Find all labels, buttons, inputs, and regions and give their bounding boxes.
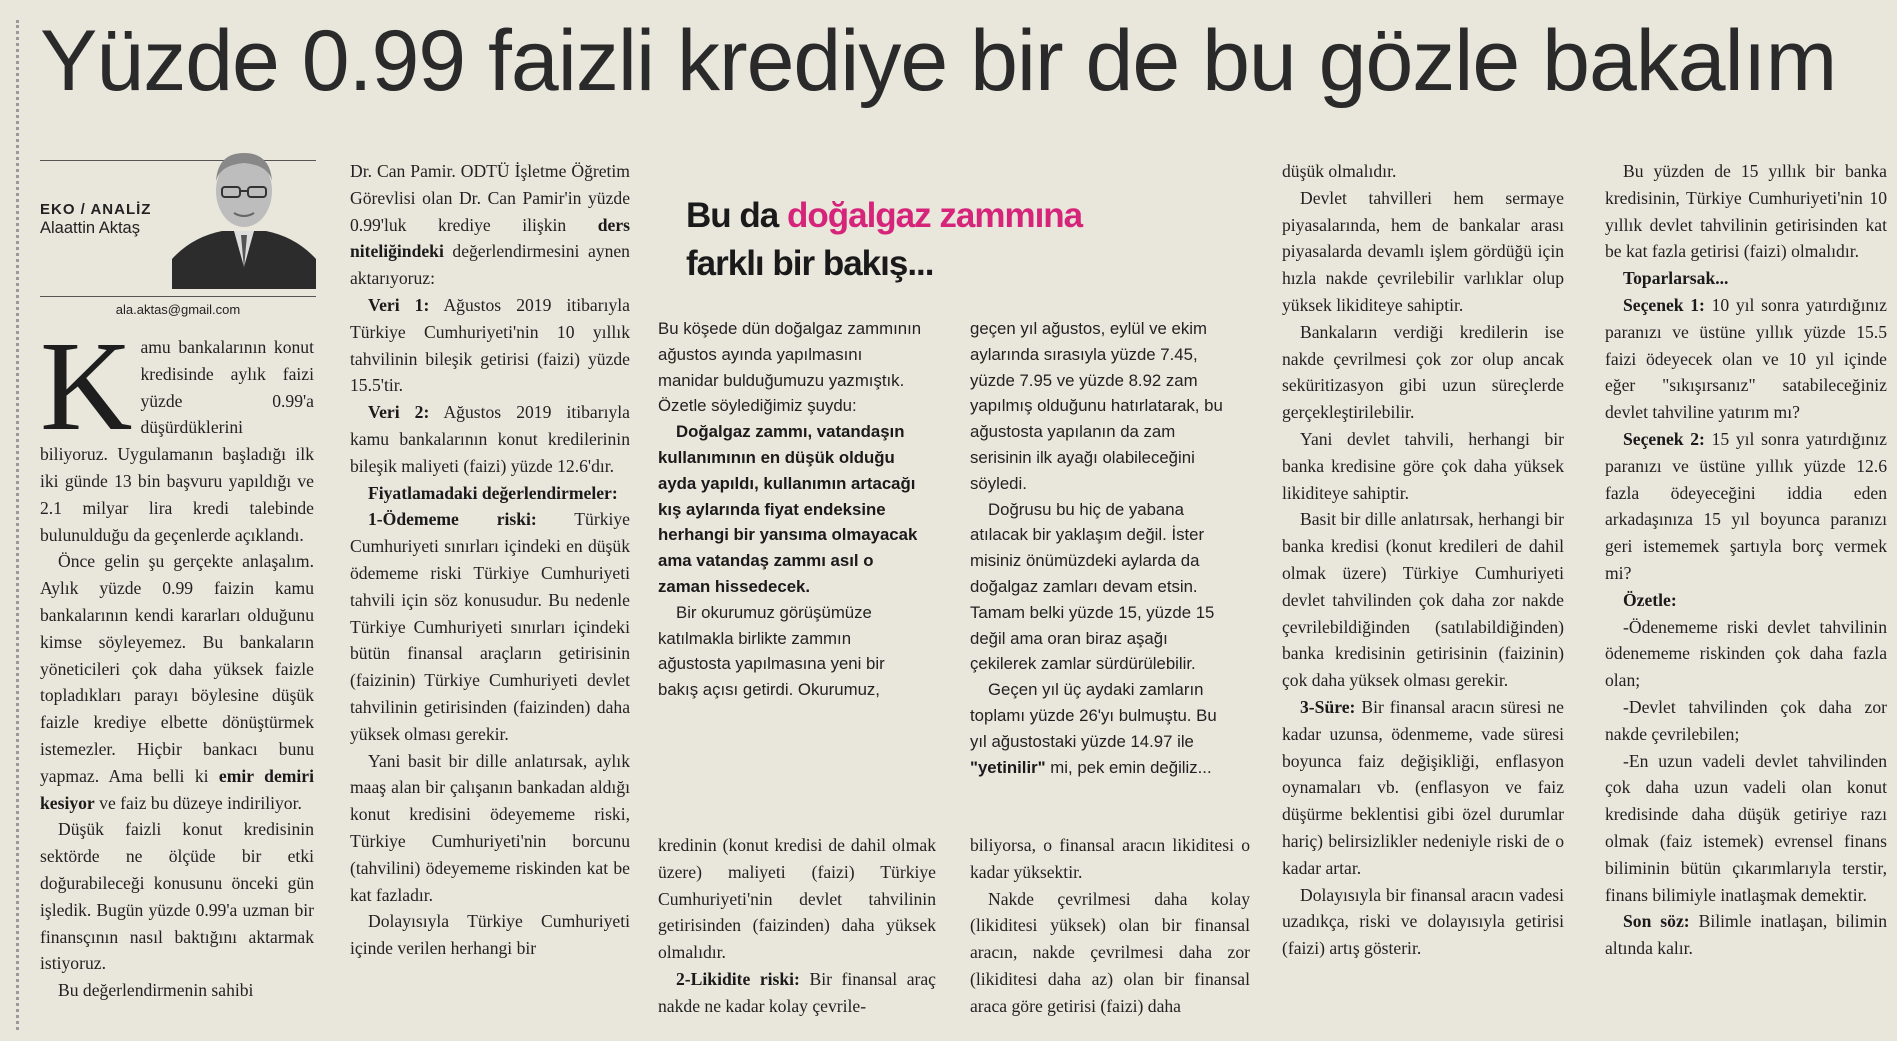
paragraph: Doğrusu bu hiç de yabana atılacak bir yaklaşım değil. İster misiniz önümüzdeki aylarda da doğalgaz zamları devam etsin. Tamam belki yüzde 15, yüzde 15 değil ama oran biraz aşağı çekilerek zamlar sürdürülebilir. bbox=[970, 499, 1215, 674]
paragraph: Ağustos 2019 itibarıyla Türkiye Cumhuriyeti'nin 10 yıllık tahvilinin bileşik getirisi (faizi) yüzde 15.5'tir. bbox=[350, 294, 630, 396]
author-name: Alaattin Aktaş bbox=[40, 219, 140, 237]
emphasis: emir demiri kesiyor bbox=[40, 765, 315, 813]
paragraph: Yani basit bir dille anlatırsak, aylık maaş alan bir çalışanın bankadan aldığı konut kredisini ödeyememe riski, Türkiye Cumhuriyeti'nin borcunu (tahvilini) ödeyememe riskinden kat be kat fazladır. bbox=[350, 750, 630, 905]
paragraph: Dolayısıyla bir finansal aracın vadesi uzadıkça, riski ve dolayısıyla getirisi (faizi) artış gösterir. bbox=[1282, 884, 1564, 959]
emphasis: Doğalgaz zammı, vatandaşın kullanımının en düşük olduğu ayda yapıldı, kullanımın artacağı kış aylarında fiyat endeksine herhangi bir yansıma olmayacak ama vatandaş zammı asıl o zaman hissedecek. bbox=[658, 422, 918, 596]
paragraph: Nakde çevrilmesi daha kolay (likiditesi yüksek) olan bir finansal aracın, nakde çevrilmesi daha zor (likiditesi daha az) olan bir finansal araca göre getirisi (faizi) daha bbox=[970, 888, 1250, 1016]
column-1 bbox=[40, 315, 315, 1004]
subheading: 2-Likidite riski: bbox=[676, 968, 800, 989]
paragraph: Bu köşede dün doğalgaz zammının ağustos ayında yapılmasını manidar bulduğumuzu yazmıştık. Özetle söylediğimiz şuydu: bbox=[658, 319, 922, 416]
paragraph: düşük olmalıdır. bbox=[1282, 161, 1397, 181]
paragraph: Basit bir dille anlatırsak, herhangi bir banka kredisi (konut kredileri de dahil olmak üzere) Türkiye Cumhuriyeti devlet tahvilinden çok daha zor nakde çevrilebildiğinden (satılabildiğinden) banka kredisinin getirisinin (faizinin) çok daha yüksek olması gerekir. bbox=[1282, 509, 1564, 691]
paragraph: Bu yüzden de 15 yıllık bir banka kredisinin, Türkiye Cumhuriyeti'nin 10 yıllık devlet tahvilinin getirisinden kat be kat fazla getirisi (faizi) olmalıdır. bbox=[1605, 161, 1887, 262]
paragraph: Bankaların verdiği kredilerin ise nakde çevrilmesi çok zor olup ancak seküritizasyon gibi uzun süreçlerde gerçekleştirilebilir. bbox=[1282, 321, 1564, 423]
paragraph: değerlendirmesini aynen aktarıyoruz: bbox=[350, 241, 630, 289]
author-block bbox=[40, 160, 316, 317]
data-label: Veri 1: bbox=[368, 294, 430, 315]
column-4-bottom bbox=[970, 832, 1250, 1020]
paragraph: -Ödenememe riski devlet tahvilinin ödenememe riskinden çok daha fazla olan; bbox=[1605, 616, 1887, 691]
box-title bbox=[686, 192, 1156, 288]
subheading: Toparlarsak... bbox=[1623, 268, 1729, 289]
paragraph: Dr. Can Pamir. ODTÜ İşletme Öğretim Görevlisi olan Dr. Can Pamir'in yüzde 0.99'luk krediye ilişkin bbox=[350, 161, 630, 235]
paragraph: geçen yıl ağustos, eylül ve ekim aylarında sırasıyla yüzde 7.45, yüzde 7.95 ve yüzde 8.92 zam yapılmış olduğunu hatırlatarak, bu ağustosta yapılanın da zam serisinin ilk ayağı olabileceğini söyledi. bbox=[970, 319, 1223, 493]
paragraph: Türkiye Cumhuriyeti sınırları içindeki en düşük ödememe riski Türkiye Cumhuriyeti tahvili için söz konusudur. Bu nedenle Türkiye Cumhuriyeti sınırları içindeki bütün finansal araçların getirisinin (faizinin) Türkiye Cumhuriyeti devlet tahvilinin getirisinden (faizinden) daha yüksek olması gerekir. bbox=[350, 509, 630, 744]
paragraph: Yani devlet tahvili, herhangi bir banka kredisine göre çok daha yüksek likiditeye sahiptir. bbox=[1282, 428, 1564, 503]
option-label: Seçenek 1: bbox=[1623, 294, 1705, 315]
paragraph: Bilimle inatlaşan, bilimin altında kalır. bbox=[1605, 911, 1888, 959]
paragraph: 15 yıl sonra yatırdığınız paranızı ve üstüne yıllık yüzde 12.6 fazla ödeyeceğini iddia eden arkadaşınıza 15 yıl boyunca paranızı geri istememek şartıyla borç vermek mi? bbox=[1605, 428, 1887, 583]
box-title-highlight: doğalgaz zammına bbox=[786, 196, 1083, 235]
drop-cap: K bbox=[40, 315, 133, 457]
paragraph: biliyorsa, o finansal aracın likiditesi o kadar yüksektir. bbox=[970, 835, 1250, 882]
paragraph: -Devlet tahvilinden çok daha zor nakde çevrilebilen; bbox=[1605, 696, 1887, 744]
paragraph: -En uzun vadeli devlet tahvilinden çok daha uzun vadeli olan konut kredisinde daha düşük getiriye razı olmak (faiz istemek) evrensel finans biliminin bütün çıkarımlarıyla terstir, finans bilimiyle inatlaşmak demektir. bbox=[1605, 750, 1887, 905]
paragraph: Bir finansal aracın süresi ne kadar uzunsa, ödenmeme, vade süresi boyunca faiz değişikliği, enflasyon oynamaları vb. (enflasyon ve faiz düşürme beklentisi gibi özel durumlar hariç) belirsizlikler nedeniyle riski de o kadar artar. bbox=[1282, 696, 1564, 878]
author-email: ala.aktas@gmail.com bbox=[40, 296, 316, 317]
paragraph: Ağustos 2019 itibarıyla kamu bankalarının konut kredilerinin bileşik maliyeti (faizi) yüzde 12.6'dır. bbox=[350, 402, 630, 476]
paragraph: mi, pek emin değiliz... bbox=[1050, 757, 1212, 777]
box-title-part: Bu da bbox=[686, 196, 779, 235]
emphasis: ders niteliğindeki bbox=[350, 214, 630, 262]
paragraph: kredinin (konut kredisi de dahil olmak üzere) maliyeti (faizi) Türkiye Cumhuriyeti'nin devlet tahvilinin getirisinden (faizinden) daha yüksek olmalıdır. bbox=[658, 835, 936, 963]
paragraph: 10 yıl sonra yatırdığınız paranızı ve üstüne yıllık yüzde 15.5 faizi ödeyecek olan ve 10 yıl içinde eğer "sıkışırsanız" satabileceğiniz devlet tahviline yatırım mı? bbox=[1605, 294, 1887, 423]
paragraph: ve faiz bu düzeye indiriliyor. bbox=[99, 792, 302, 813]
subheading: 3-Süre: bbox=[1300, 696, 1356, 717]
page-edge-dots bbox=[16, 20, 23, 1030]
paragraph: Bir finansal araç nakde ne kadar kolay çevrile- bbox=[658, 968, 936, 1016]
paragraph: Bir okurumuz görüşümüze katılmakla birlikte zammın ağustosta yapılmasına yeni bir bakış açısı getirdi. Okurumuz, bbox=[658, 602, 885, 700]
column-5 bbox=[1282, 158, 1564, 962]
paragraph: Devlet tahvilleri hem sermaye piyasalarında, hem de bankalar arası piyasalarda devamlı işlem gördüğü için hızla nakde çevrilebilir varlıklar olup yüksek likiditeye sahiptir. bbox=[1282, 187, 1564, 315]
option-label: Seçenek 2: bbox=[1623, 428, 1705, 449]
subheading: Son söz: bbox=[1623, 911, 1690, 932]
headline: Yüzde 0.99 faizli krediye bir de bu gözle bakalım bbox=[40, 13, 1837, 109]
section-tag: EKO / ANALİZ bbox=[40, 201, 152, 218]
column-2 bbox=[350, 158, 630, 962]
author-photo bbox=[172, 139, 316, 289]
paragraph: Düşük faizli konut kredisinin sektörde ne ölçüde bir etki doğurabileceği konusunu önceki gün işledik. Bugün yüzde 0.99'a uzman bir finansçının nasıl baktığını aktarmak istiyoruz. bbox=[40, 819, 314, 974]
paragraph: Bu değerlendirmenin sahibi bbox=[58, 980, 254, 1001]
data-label: Veri 2: bbox=[368, 402, 430, 423]
subheading: Özetle: bbox=[1623, 589, 1677, 610]
subheading: 1-Ödememe riski: bbox=[368, 509, 537, 530]
column-6 bbox=[1605, 158, 1887, 962]
column-3-bottom bbox=[658, 832, 936, 1020]
emphasis: "yetinilir" bbox=[970, 757, 1046, 777]
box-column-2 bbox=[970, 316, 1232, 780]
paragraph: Önce gelin şu gerçekte anlaşalım. Aylık yüzde 0.99 faizin kamu bankalarının kendi kararları olduğunu kimse söyleyemez. Bu bankaların yöneticileri çok daha yüksek faizle topladıkları parayı böylesine düşük faizle krediye elbette dönüştürmek istemezler. Hiçbir bankacı bunu yapmaz. Ama belli ki bbox=[40, 551, 314, 786]
subheading: Fiyatlamadaki değerlendirmeler: bbox=[368, 482, 618, 503]
paragraph: Geçen yıl üç aydaki zamların toplamı yüzde 26'yı bulmuştu. Bu yıl ağustostaki yüzde 14.97 ile bbox=[970, 680, 1217, 751]
box-title-part: farklı bir bakış... bbox=[686, 244, 934, 283]
paragraph: amu bankalarının konut kredisinde aylık faizi yüzde 0.99'a düşürdüklerini biliyoruz. Uygulamanın başladığı ilk iki günde 13 bin başvuru yapıldığı ve 2.1 milyar lira kredi talebinde bulunulduğu da geçenlerde açıklandı. bbox=[40, 337, 314, 545]
box-column-1 bbox=[658, 316, 926, 703]
paragraph: Dolayısıyla Türkiye Cumhuriyeti içinde verilen herhangi bir bbox=[350, 911, 630, 959]
